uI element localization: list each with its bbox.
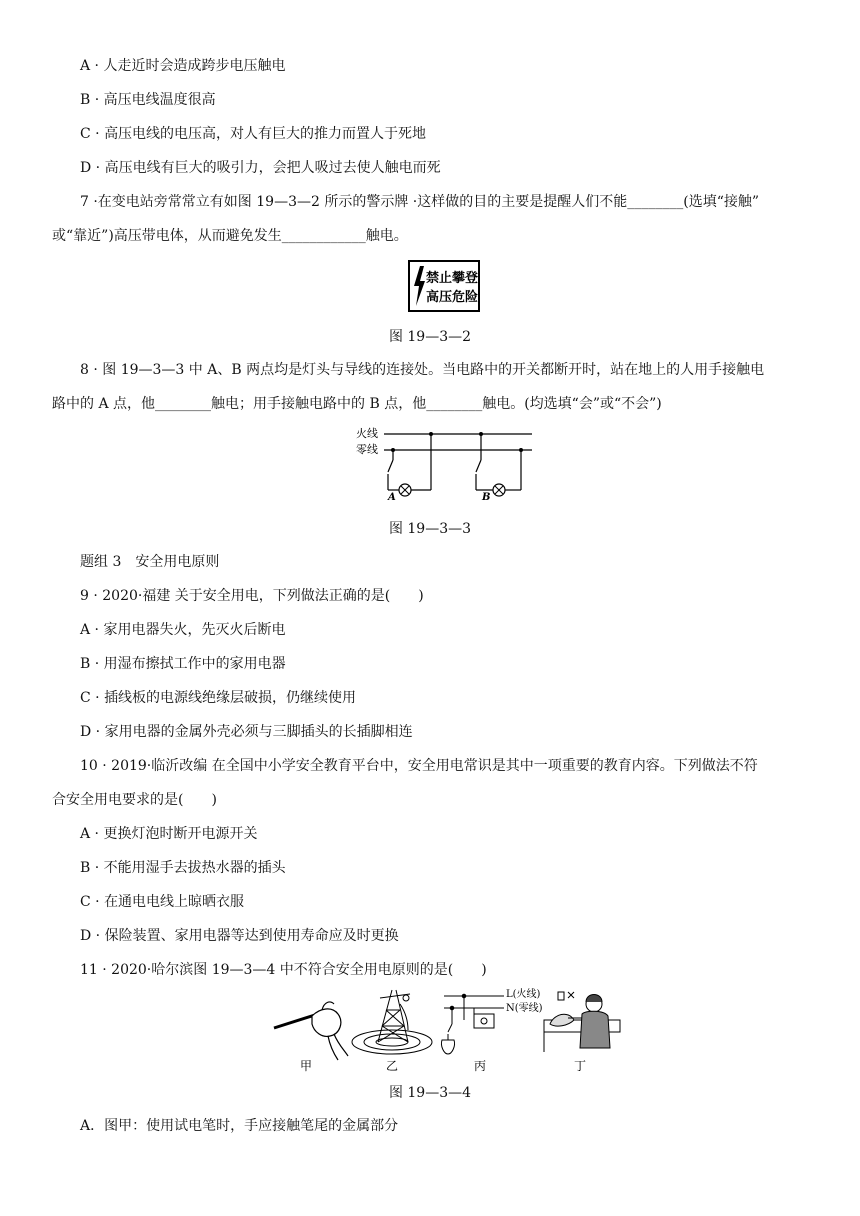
- tower-illustration: [352, 990, 432, 1054]
- figure-caption-19-3-4: 图 19—3—4: [388, 1085, 472, 1101]
- test-pen-illustration: [274, 1002, 348, 1060]
- q9-stem: 9 · 2020·福建 关于安全用电，下列做法正确的是( ): [80, 588, 424, 604]
- q6-option-b: B · 高压电线温度很高: [80, 92, 216, 108]
- q6-option-c: C · 高压电线的电压高，对人有巨大的推力而置人于死地: [80, 126, 427, 142]
- q7-stem-line2: 或“靠近”)高压带电体，从而避免发生____________触电。: [52, 228, 408, 244]
- label-neutral-wire: N(零线): [506, 1003, 543, 1014]
- neutral-wire-label: 零线: [356, 443, 378, 456]
- fire-wire-label: 火线: [356, 427, 378, 440]
- safety-figure-graphic: [268, 984, 624, 1076]
- label-live-wire: L(火线): [506, 989, 541, 1000]
- sub-label-yi: 乙: [386, 1059, 399, 1073]
- q6-option-d: D · 高压电线有巨大的吸引力，会把人吸过去使人触电而死: [80, 160, 441, 176]
- q6-option-a: A · 人走近时会造成跨步电压触电: [80, 58, 286, 74]
- q7-stem-line1: 7 ·在变电站旁常常立有如图 19—3—2 所示的警示牌 ·这样做的目的主要是提醒人们不能________(选填“接触”: [80, 194, 760, 210]
- circuit-graphic: [354, 426, 538, 506]
- q10-option-b: B · 不能用湿手去拔热水器的插头: [80, 860, 286, 876]
- warning-sign-graphic: [408, 260, 480, 312]
- q10-option-d: D · 保险装置、家用电器等达到使用寿命应及时更换: [80, 928, 399, 944]
- q9-option-d: D · 家用电器的金属外壳必须与三脚插头的长插脚相连: [80, 724, 413, 740]
- sub-label-bing: 丙: [474, 1059, 487, 1073]
- sign-line2: 高压危险: [425, 290, 479, 305]
- person-switch-illustration: [544, 992, 620, 1052]
- q8-stem-line1: 8 · 图 19—3—3 中 A、B 两点均是灯头与导线的连接处。当电路中的开关都断开时，站在地上的人用手接触电: [80, 362, 765, 378]
- q10-stem-line2: 合安全用电要求的是( ): [52, 792, 217, 808]
- group3-title: 题组 3 安全用电原则: [80, 554, 220, 570]
- point-b-label: B: [482, 492, 491, 503]
- safety-figure-19-3-4: [268, 984, 624, 1076]
- household-circuit-illustration: [441, 994, 504, 1054]
- sub-label-jia: 甲: [300, 1059, 313, 1073]
- sub-label-ding: 丁: [574, 1059, 587, 1073]
- switch-1: [388, 460, 393, 472]
- q11-option-a: A．图甲：使用试电笔时，手应接触笔尾的金属部分: [80, 1118, 399, 1134]
- circuit-diagram: [354, 426, 538, 506]
- q9-option-b: B · 用湿布擦拭工作中的家用电器: [80, 656, 286, 672]
- q9-option-c: C · 插线板的电源线绝缘层破损，仍继续使用: [80, 690, 357, 706]
- q10-stem-line1: 10 · 2019·临沂改编 在全国中小学安全教育平台中，安全用电常识是其中一项重要的教育内容。下列做法不符: [80, 758, 758, 774]
- q9-option-a: A · 家用电器失火，先灭火后断电: [80, 622, 286, 638]
- sign-line1: 禁止攀登: [425, 271, 479, 286]
- switch-2: [476, 460, 481, 472]
- q10-option-c: C · 在通电电线上晾晒衣服: [80, 894, 245, 910]
- warning-sign: [408, 260, 480, 312]
- figure-caption-19-3-2: 图 19—3—2: [388, 329, 472, 345]
- q8-stem-line2: 路中的 A 点，他________触电；用手接触电路中的 B 点，他________触电。(均选填“会”或“不会”): [52, 396, 662, 412]
- q11-stem: 11 · 2020·哈尔滨图 19—3—4 中不符合安全用电原则的是( ): [80, 962, 487, 978]
- q10-option-a: A · 更换灯泡时断开电源开关: [80, 826, 258, 842]
- figure-caption-19-3-3: 图 19—3—3: [388, 521, 472, 537]
- point-a-label: A: [388, 492, 396, 503]
